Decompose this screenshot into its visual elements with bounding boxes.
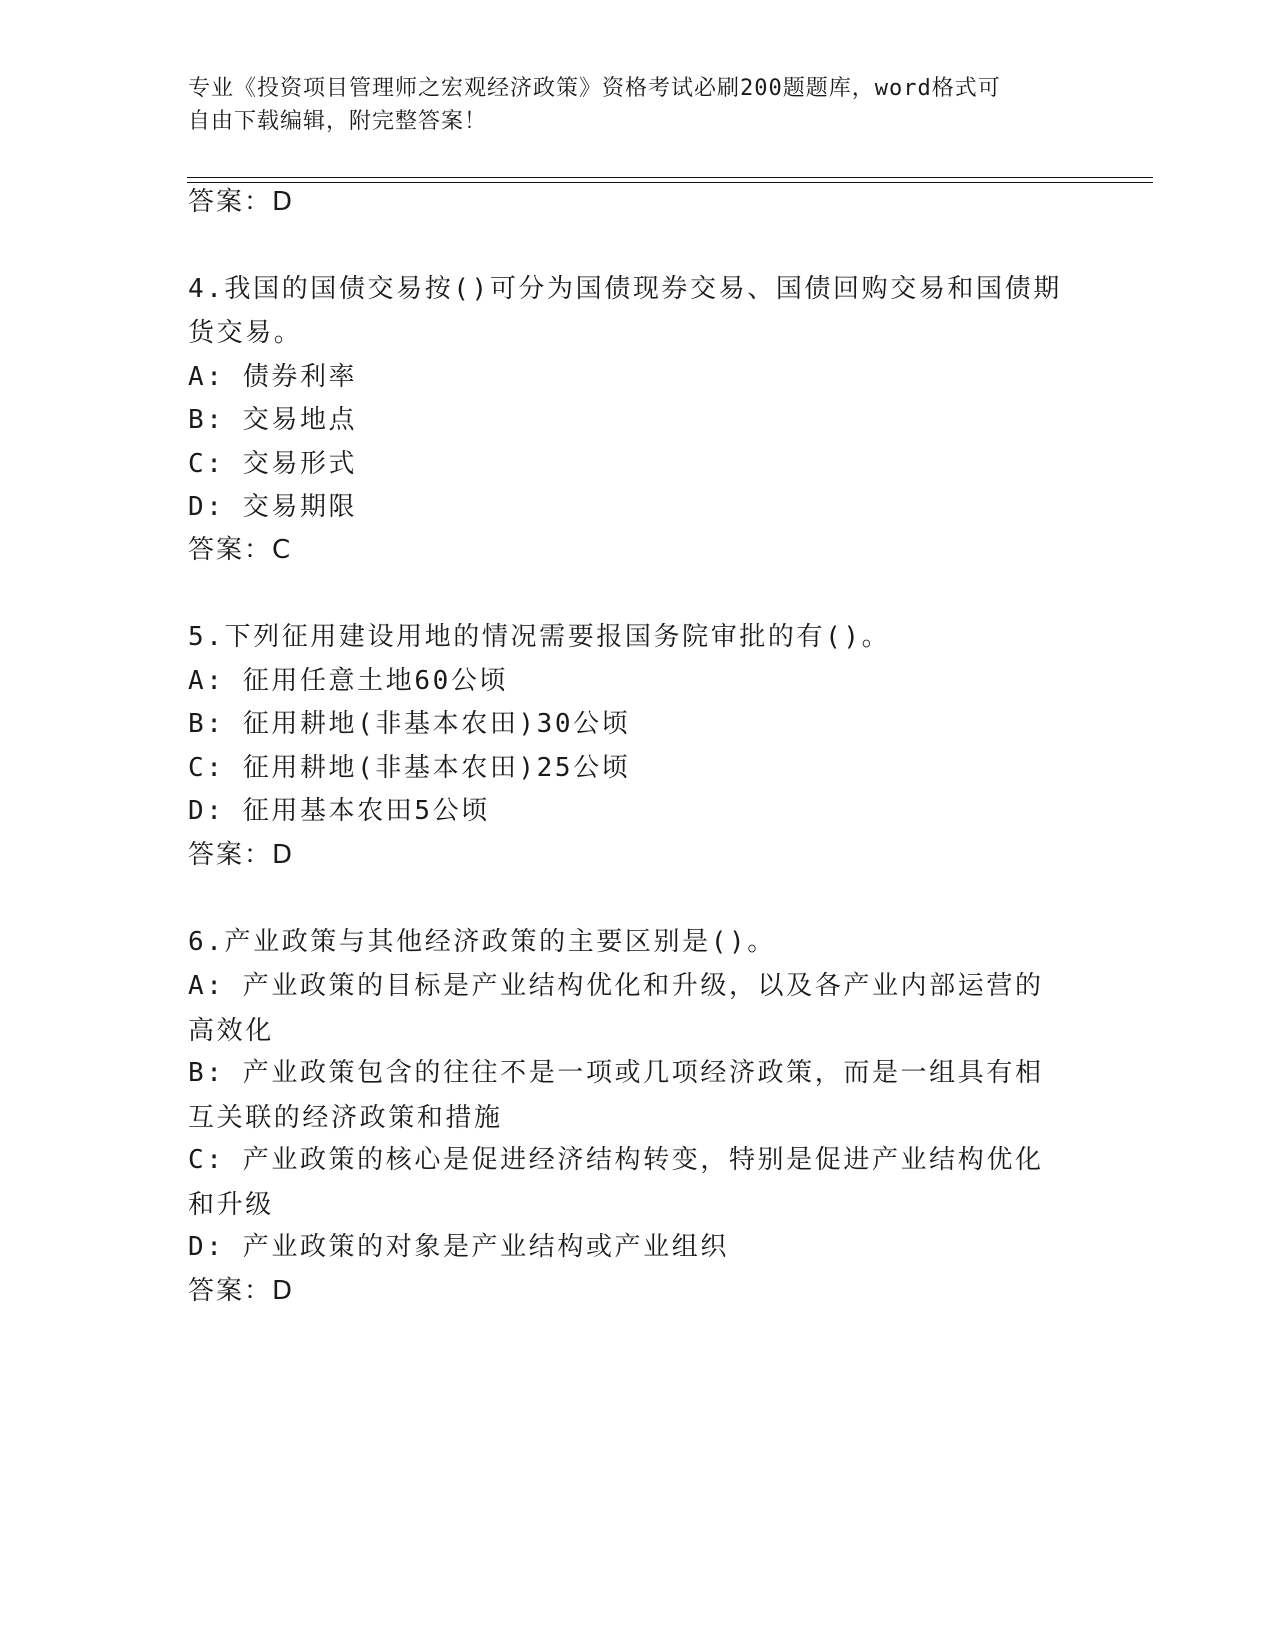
question-4-option-a: A: 债券利率 [188,362,358,392]
question-5-option-b: B: 征用耕地(非基本农田)30公顷 [188,709,631,739]
question-5-option-d: D: 征用基本农田5公顷 [188,796,490,826]
question-4-stem: 4.我国的国债交易按()可分为国债现券交易、国债回购交易和国债期 [188,274,1062,304]
question-6-option-b: B: 产业政策包含的往往不是一项或几项经济政策，而是一组具有相互关联的经济政策和措施 [188,1058,1044,1133]
question-6-option-a: A: 产业政策的目标是产业结构优化和升级，以及各产业内部运营的高效化 [188,971,1044,1046]
document-header [188,72,1068,138]
question-5-option-c: C: 征用耕地(非基本农田)25公顷 [188,753,631,783]
header-line-2: 自由下载编辑，附完整答案！ [188,109,488,134]
question-6-stem: 6.产业政策与其他经济政策的主要区别是()。 [188,927,776,957]
question-4-option-d: D: 交易期限 [188,492,358,522]
question-4-option-c: C: 交易形式 [188,449,358,479]
question-5-answer: 答案：D [188,840,295,870]
question-5-stem: 5.下列征用建设用地的情况需要报国务院审批的有()。 [188,622,891,652]
question-6-option-c: C: 产业政策的核心是促进经济结构转变，特别是促进产业结构优化和升级 [188,1145,1044,1220]
question-4-option-b: B: 交易地点 [188,405,358,435]
header-divider-top [187,177,1153,178]
header-line-1: 专业《投资项目管理师之宏观经济政策》资格考试必刷200题题库，word格式可 [188,76,1001,101]
question-4-answer: 答案：C [188,535,293,565]
previous-answer: 答案：D [188,187,295,217]
question-6-answer: 答案：D [188,1276,295,1306]
question-5-option-a: A: 征用任意土地60公顷 [188,666,509,696]
question-6-option-d: D: 产业政策的对象是产业结构或产业组织 [188,1232,729,1262]
header-divider-bottom [187,182,1153,183]
question-4-stem-cont: 货交易。 [188,318,303,348]
